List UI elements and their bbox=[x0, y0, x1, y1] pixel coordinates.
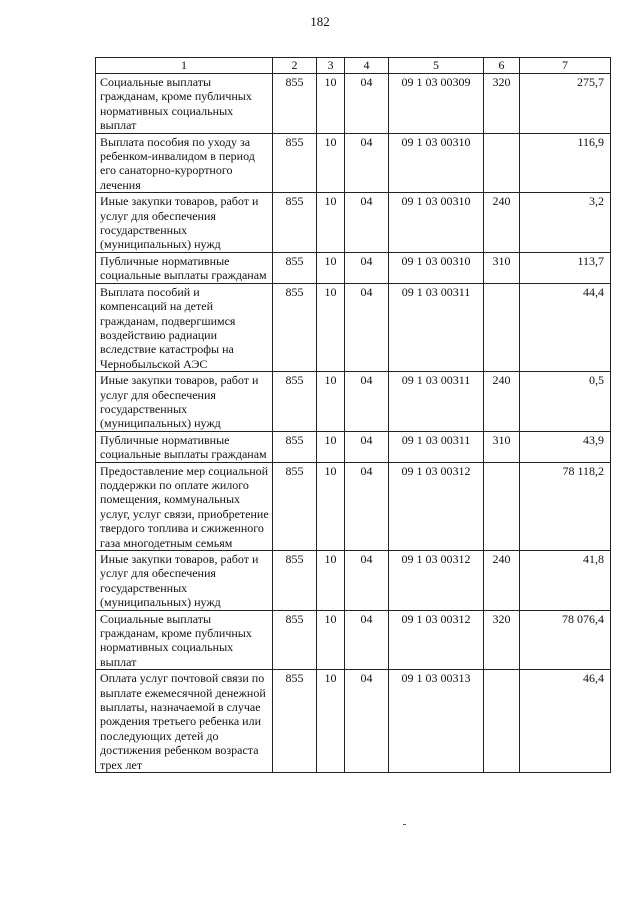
section-code-cell: 10 bbox=[317, 372, 345, 432]
section-code-cell: 10 bbox=[317, 462, 345, 550]
target-article-cell: 09 1 03 00312 bbox=[389, 551, 484, 611]
target-article-cell: 09 1 03 00309 bbox=[389, 74, 484, 134]
table-row bbox=[96, 610, 611, 670]
amount-cell: 43,9 bbox=[520, 431, 611, 462]
ministry-code-cell: 855 bbox=[273, 462, 317, 550]
expense-type-cell: 310 bbox=[484, 252, 520, 283]
page-mark bbox=[403, 824, 406, 825]
amount-cell: 41,8 bbox=[520, 551, 611, 611]
ministry-code-cell: 855 bbox=[273, 670, 317, 773]
expense-type-cell bbox=[484, 283, 520, 371]
expense-type-cell: 240 bbox=[484, 551, 520, 611]
ministry-code-cell: 855 bbox=[273, 133, 317, 193]
expense-type-cell bbox=[484, 462, 520, 550]
ministry-code-cell: 855 bbox=[273, 431, 317, 462]
expense-type-cell: 310 bbox=[484, 431, 520, 462]
row-name-cell: Социальные выплаты гражданам, кроме публичных нормативных социальных выплат bbox=[96, 610, 273, 670]
column-header: 6 bbox=[484, 58, 520, 74]
subsection-code-cell: 04 bbox=[345, 283, 389, 371]
target-article-cell: 09 1 03 00311 bbox=[389, 283, 484, 371]
ministry-code-cell: 855 bbox=[273, 551, 317, 611]
amount-cell: 78 118,2 bbox=[520, 462, 611, 550]
expense-type-cell: 320 bbox=[484, 74, 520, 134]
amount-cell: 275,7 bbox=[520, 74, 611, 134]
ministry-code-cell: 855 bbox=[273, 283, 317, 371]
column-header: 3 bbox=[317, 58, 345, 74]
section-code-cell: 10 bbox=[317, 283, 345, 371]
table-row bbox=[96, 283, 611, 371]
table-row bbox=[96, 74, 611, 134]
section-code-cell: 10 bbox=[317, 610, 345, 670]
expense-type-cell bbox=[484, 670, 520, 773]
subsection-code-cell: 04 bbox=[345, 670, 389, 773]
ministry-code-cell: 855 bbox=[273, 193, 317, 253]
section-code-cell: 10 bbox=[317, 670, 345, 773]
table-row bbox=[96, 670, 611, 773]
table-row bbox=[96, 133, 611, 193]
subsection-code-cell: 04 bbox=[345, 610, 389, 670]
ministry-code-cell: 855 bbox=[273, 372, 317, 432]
section-code-cell: 10 bbox=[317, 133, 345, 193]
target-article-cell: 09 1 03 00312 bbox=[389, 610, 484, 670]
table-row bbox=[96, 252, 611, 283]
row-name-cell: Иные закупки товаров, работ и услуг для обеспечения государственных (муниципальных) нужд bbox=[96, 551, 273, 611]
amount-cell: 116,9 bbox=[520, 133, 611, 193]
subsection-code-cell: 04 bbox=[345, 252, 389, 283]
section-code-cell: 10 bbox=[317, 193, 345, 253]
subsection-code-cell: 04 bbox=[345, 74, 389, 134]
subsection-code-cell: 04 bbox=[345, 551, 389, 611]
row-name-cell: Социальные выплаты гражданам, кроме публичных нормативных социальных выплат bbox=[96, 74, 273, 134]
target-article-cell: 09 1 03 00310 bbox=[389, 193, 484, 253]
subsection-code-cell: 04 bbox=[345, 133, 389, 193]
section-code-cell: 10 bbox=[317, 431, 345, 462]
column-header: 1 bbox=[96, 58, 273, 74]
column-header: 5 bbox=[389, 58, 484, 74]
amount-cell: 44,4 bbox=[520, 283, 611, 371]
row-name-cell: Публичные нормативные социальные выплаты гражданам bbox=[96, 252, 273, 283]
target-article-cell: 09 1 03 00313 bbox=[389, 670, 484, 773]
column-header: 4 bbox=[345, 58, 389, 74]
target-article-cell: 09 1 03 00310 bbox=[389, 252, 484, 283]
expense-type-cell: 240 bbox=[484, 372, 520, 432]
ministry-code-cell: 855 bbox=[273, 610, 317, 670]
expense-type-cell: 240 bbox=[484, 193, 520, 253]
ministry-code-cell: 855 bbox=[273, 74, 317, 134]
table-header-row bbox=[96, 58, 611, 74]
expense-type-cell: 320 bbox=[484, 610, 520, 670]
amount-cell: 0,5 bbox=[520, 372, 611, 432]
table-row bbox=[96, 551, 611, 611]
column-header: 7 bbox=[520, 58, 611, 74]
column-header: 2 bbox=[273, 58, 317, 74]
target-article-cell: 09 1 03 00311 bbox=[389, 431, 484, 462]
target-article-cell: 09 1 03 00310 bbox=[389, 133, 484, 193]
subsection-code-cell: 04 bbox=[345, 193, 389, 253]
budget-table bbox=[95, 57, 611, 773]
section-code-cell: 10 bbox=[317, 551, 345, 611]
row-name-cell: Оплата услуг почтовой связи по выплате ежемесячной денежной выплаты, назначаемой в случае рождения третьего ребенка или последующих детей до достижения ребенком возраста трех лет bbox=[96, 670, 273, 773]
table-row bbox=[96, 372, 611, 432]
row-name-cell: Иные закупки товаров, работ и услуг для обеспечения государственных (муниципальных) нужд bbox=[96, 193, 273, 253]
table-row bbox=[96, 193, 611, 253]
target-article-cell: 09 1 03 00311 bbox=[389, 372, 484, 432]
subsection-code-cell: 04 bbox=[345, 462, 389, 550]
row-name-cell: Иные закупки товаров, работ и услуг для обеспечения государственных (муниципальных) нужд bbox=[96, 372, 273, 432]
amount-cell: 78 076,4 bbox=[520, 610, 611, 670]
row-name-cell: Выплата пособий и компенсаций на детей гражданам, подвергшимся воздействию радиации вследствие катастрофы на Чернобыльской АЭС bbox=[96, 283, 273, 371]
amount-cell: 3,2 bbox=[520, 193, 611, 253]
target-article-cell: 09 1 03 00312 bbox=[389, 462, 484, 550]
amount-cell: 46,4 bbox=[520, 670, 611, 773]
subsection-code-cell: 04 bbox=[345, 431, 389, 462]
section-code-cell: 10 bbox=[317, 252, 345, 283]
page-number: 182 bbox=[310, 14, 330, 29]
row-name-cell: Выплата пособия по уходу за ребенком-инвалидом в период его санаторно-курортного лечения bbox=[96, 133, 273, 193]
subsection-code-cell: 04 bbox=[345, 372, 389, 432]
row-name-cell: Публичные нормативные социальные выплаты гражданам bbox=[96, 431, 273, 462]
row-name-cell: Предоставление мер социальной поддержки по оплате жилого помещения, коммунальных услуг, услуг связи, приобретение твердого топлива и сжиженного газа многодетным семьям bbox=[96, 462, 273, 550]
table-row bbox=[96, 431, 611, 462]
ministry-code-cell: 855 bbox=[273, 252, 317, 283]
section-code-cell: 10 bbox=[317, 74, 345, 134]
table-row bbox=[96, 462, 611, 550]
expense-type-cell bbox=[484, 133, 520, 193]
amount-cell: 113,7 bbox=[520, 252, 611, 283]
